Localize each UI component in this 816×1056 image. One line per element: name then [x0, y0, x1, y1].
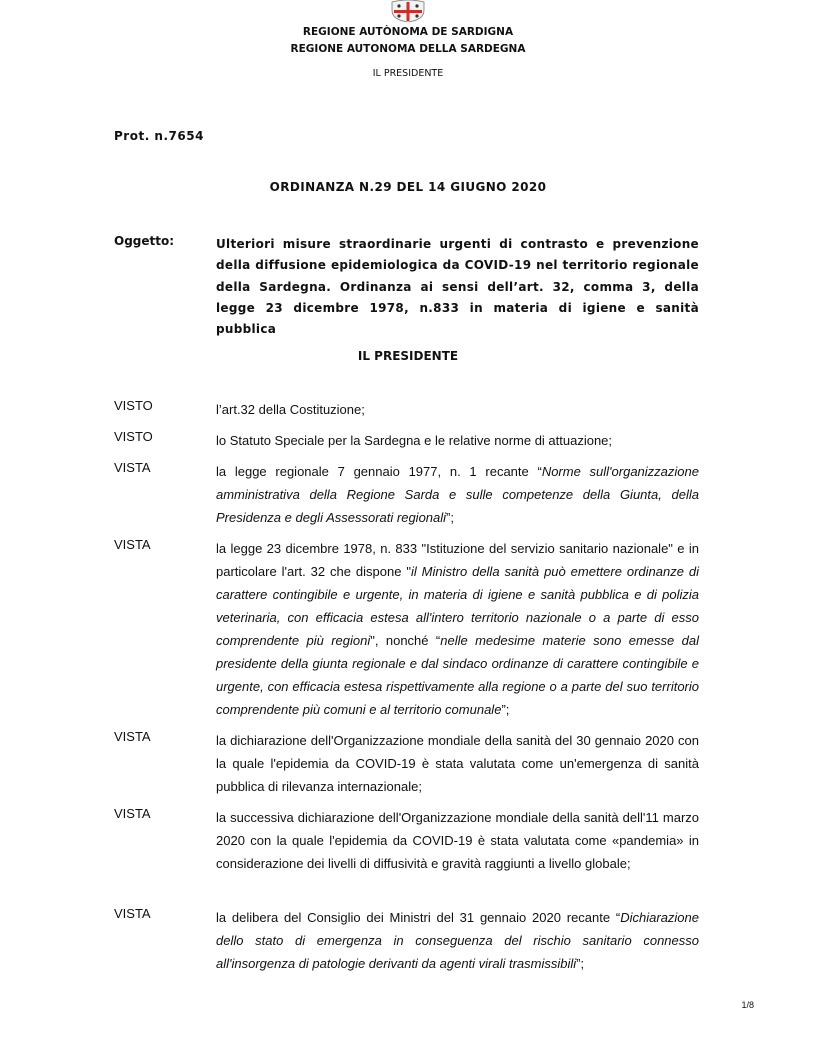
- recital-label: VISTA: [114, 806, 151, 821]
- recital-label: VISTO: [114, 429, 153, 444]
- recital-label: VISTA: [114, 729, 151, 744]
- recital-text: la legge regionale 7 gennaio 1977, n. 1 recante “Norme sull'organizzazione amministrativa della Regione Sarda e sulle competenze della Giunta, della Presidenza e degli Assessorati regionali”;: [216, 464, 699, 525]
- recital-text: l’art.32 della Costituzione;: [216, 402, 365, 417]
- recital-text: lo Statuto Speciale per la Sardegna e le relative norme di attuazione;: [216, 433, 613, 448]
- page-number: 1/8: [741, 1000, 754, 1010]
- header-region-italian: REGIONE AUTONOMA DELLA SARDEGNA: [290, 43, 526, 55]
- ordinance-title: ORDINANZA N.29 DEL 14 GIUGNO 2020: [269, 180, 547, 194]
- recital-text: la delibera del Consiglio dei Ministri del 31 gennaio 2020 recante “Dichiarazione dello stato di emergenza in conseguenza del rischio sanitario connesso all'insorgenza di patologie derivanti da agenti virali trasmissibili”;: [216, 910, 699, 971]
- recital-text: la dichiarazione dell'Organizzazione mondiale della sanità del 30 gennaio 2020 con la quale l'epidemia da COVID-19 è stata valutata come un'emergenza di sanità pubblica di rilevanza internazionale;: [216, 733, 699, 794]
- section-heading-president: IL PRESIDENTE: [357, 349, 459, 363]
- recital-label: VISTO: [114, 398, 153, 413]
- header-office: IL PRESIDENTE: [372, 68, 444, 79]
- subject-text: Ulteriori misure straordinarie urgenti di contrasto e prevenzione della diffusione epidemiologica da COVID-19 nel territorio regionale della Sardegna. Ordinanza ai sensi dell’art. 32, comma 3, della legge 23 dicembre 1978, n.833 in materia di igiene e sanità pubblica: [216, 237, 699, 337]
- recital-label: VISTA: [114, 460, 151, 475]
- recital-text: la legge 23 dicembre 1978, n. 833 "Istituzione del servizio sanitario nazionale" e in particolare l'art. 32 che dispone "il Ministro della sanità può emettere ordinanze di carattere contingibile e urgente, in materia di igiene e sanità pubblica e di polizia veterinaria, con efficacia estesa all'intero territorio nazionale o a parte di esso comprendente più regioni", nonché “nelle medesime materie sono emesse dal presidente della giunta regionale e dal sindaco ordinanze di carattere contingibile e urgente, con efficacia estesa rispettivamente alla regione o a parte del suo territorio comprendente più comuni e al territorio comunale”;: [216, 541, 700, 717]
- subject-label: Oggetto:: [114, 234, 175, 248]
- recital-label: VISTA: [114, 906, 151, 921]
- protocol-number: Prot. n.7654: [114, 129, 204, 143]
- recital-text: la successiva dichiarazione dell'Organizzazione mondiale della sanità dell'11 marzo 2020 con la quale l'epidemia da COVID-19 è stata valutata come «pandemia» in considerazione dei livelli di diffusività e gravità raggiunti a livello globale;: [216, 810, 699, 871]
- recital-label: VISTA: [114, 537, 151, 552]
- header-region-sardinian: REGIONE AUTÒNOMA DE SARDIGNA: [302, 26, 514, 38]
- regional-coat-of-arms-icon: [388, 0, 428, 22]
